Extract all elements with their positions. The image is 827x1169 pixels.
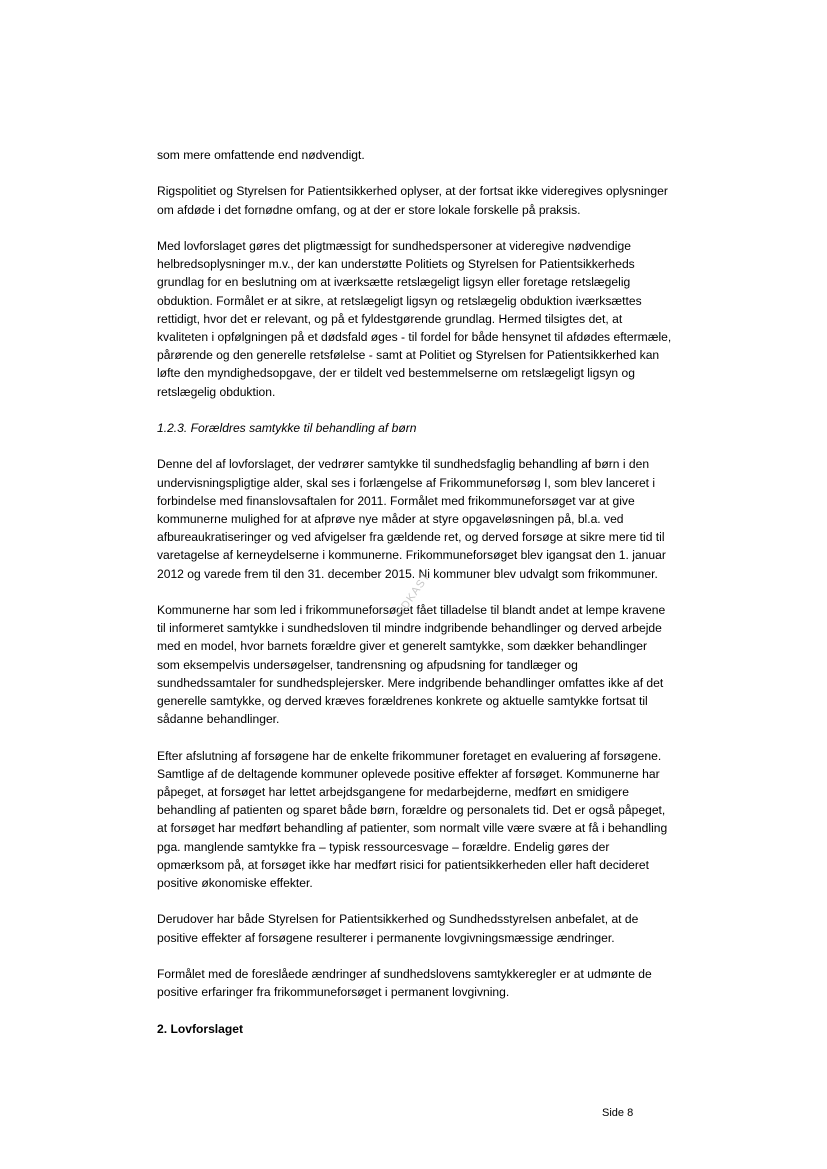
- paragraph: Kommunerne har som led i frikommuneforsøget fået tilladelse til blandt andet at lempe kravene til informeret samtykke i sundhedsloven til mindre indgribende behandlinger og derved arbejde med en model, hvor barnets forældre giver et generelt samtykke, som dækker behandlinger som eksempelvis undersøgelser, tandrensning og afpudsning for tandlæger og sundhedssamtaler for sundhedsplejersker. Mere indgribende behandlinger omfattes ikke af det generelle samtykke, og derved kræves forældrenes konkrete og aktuelle samtykke fortsat til sådanne behandlinger.: [157, 603, 666, 727]
- paragraph: som mere omfattende end nødvendigt.: [157, 148, 365, 162]
- draft-watermark: UDKAST: [394, 570, 433, 619]
- paragraph: Med lovforslaget gøres det pligtmæssigt for sundhedspersoner at videregive nødvendige helbredsoplysninger m.v., der kan understøtte Politiets og Styrelsen for Patientsikkerheds grundlag for en beslutning om at iværksætte retslægeligt ligsyn eller foretage retslægelig obduktion. Formålet er at sikre, at retslægeligt ligsyn og retslægelig obduktion iværksættes rettidigt, hvor det er relevant, og på et fyldestgørende grundlag. Hermed tilsigtes det, at kvaliteten i opfølgningen på et dødsfald øges - til fordel for både hensynet til afdødes eftermæle, pårørende og den generelle retsfølelse - samt at Politiet og Styrelsen for Patientsikkerhed kan løfte den myndighedsopgave, der er tildelt ved bestemmelserne om retslægeligt ligsyn og retslægelig obduktion.: [157, 238, 672, 399]
- page-number: Side 8: [602, 1107, 634, 1119]
- chapter-heading: 2. Lovforslaget: [157, 1021, 244, 1036]
- paragraph: Denne del af lovforslaget, der vedrører samtykke til sundhedsfaglig behandling af børn i den undervisningspligtige alder, skal ses i forlængelse af Frikommuneforsøg I, som blev lanceret i forbindelse med finanslovsaftalen for 2011. Formålet med frikommuneforsøget var at give kommunerne mulighed for at afprøve nye måder at styre opgaveløsningen på, bl.a. ved afbureaukratiseringer og ved afvigelser fra gældende ret, og derved forsøge at sikre mere tid til varetagelse af kerneydelserne i kommunerne. Frikommuneforsøget blev igangsat den 1. januar 2012 og varede frem til den 31. december 2015. Ni kommuner blev udvalgt som frikommuner.: [157, 457, 666, 581]
- section-heading: 1.2.3. Forældres samtykke til behandling af børn: [157, 421, 417, 435]
- paragraph: Formålet med de foreslåede ændringer af sundhedslovens samtykkeregler er at udmønte de positive erfaringer fra frikommuneforsøget i permanent lovgivning.: [157, 967, 652, 1000]
- paragraph: Efter afslutning af forsøgene har de enkelte frikommuner foretaget en evaluering af forsøgene. Samtlige af de deltagende kommuner oplevede positive effekter af forsøget. Kommunerne har påpeget, at forsøget har lettet arbejdsgangene for medarbejderne, medført en smidigere behandling af patienten og sparet både børn, forældre og personalets tid. Det er også påpeget, at forsøget har medført behandling af patienter, som normalt ville være svære at få i behandling pga. manglende samtykke fra – typisk ressourcesvage – forældre. Endelig gøres der opmærksom på, at forsøget ikke har medført risici for patientsikkerheden eller haft decideret positive økonomiske effekter.: [157, 748, 668, 891]
- paragraph: Rigspolitiet og Styrelsen for Patientsikkerhed oplyser, at der fortsat ikke videregives oplysninger om afdøde i det fornødne omfang, og at der er store lokale forskelle på praksis.: [157, 184, 668, 217]
- paragraph: Derudover har både Styrelsen for Patientsikkerhed og Sundhedsstyrelsen anbefalet, at de positive effekter af forsøgene resulterer i permanente lovgivningsmæssige ændringer.: [157, 912, 639, 945]
